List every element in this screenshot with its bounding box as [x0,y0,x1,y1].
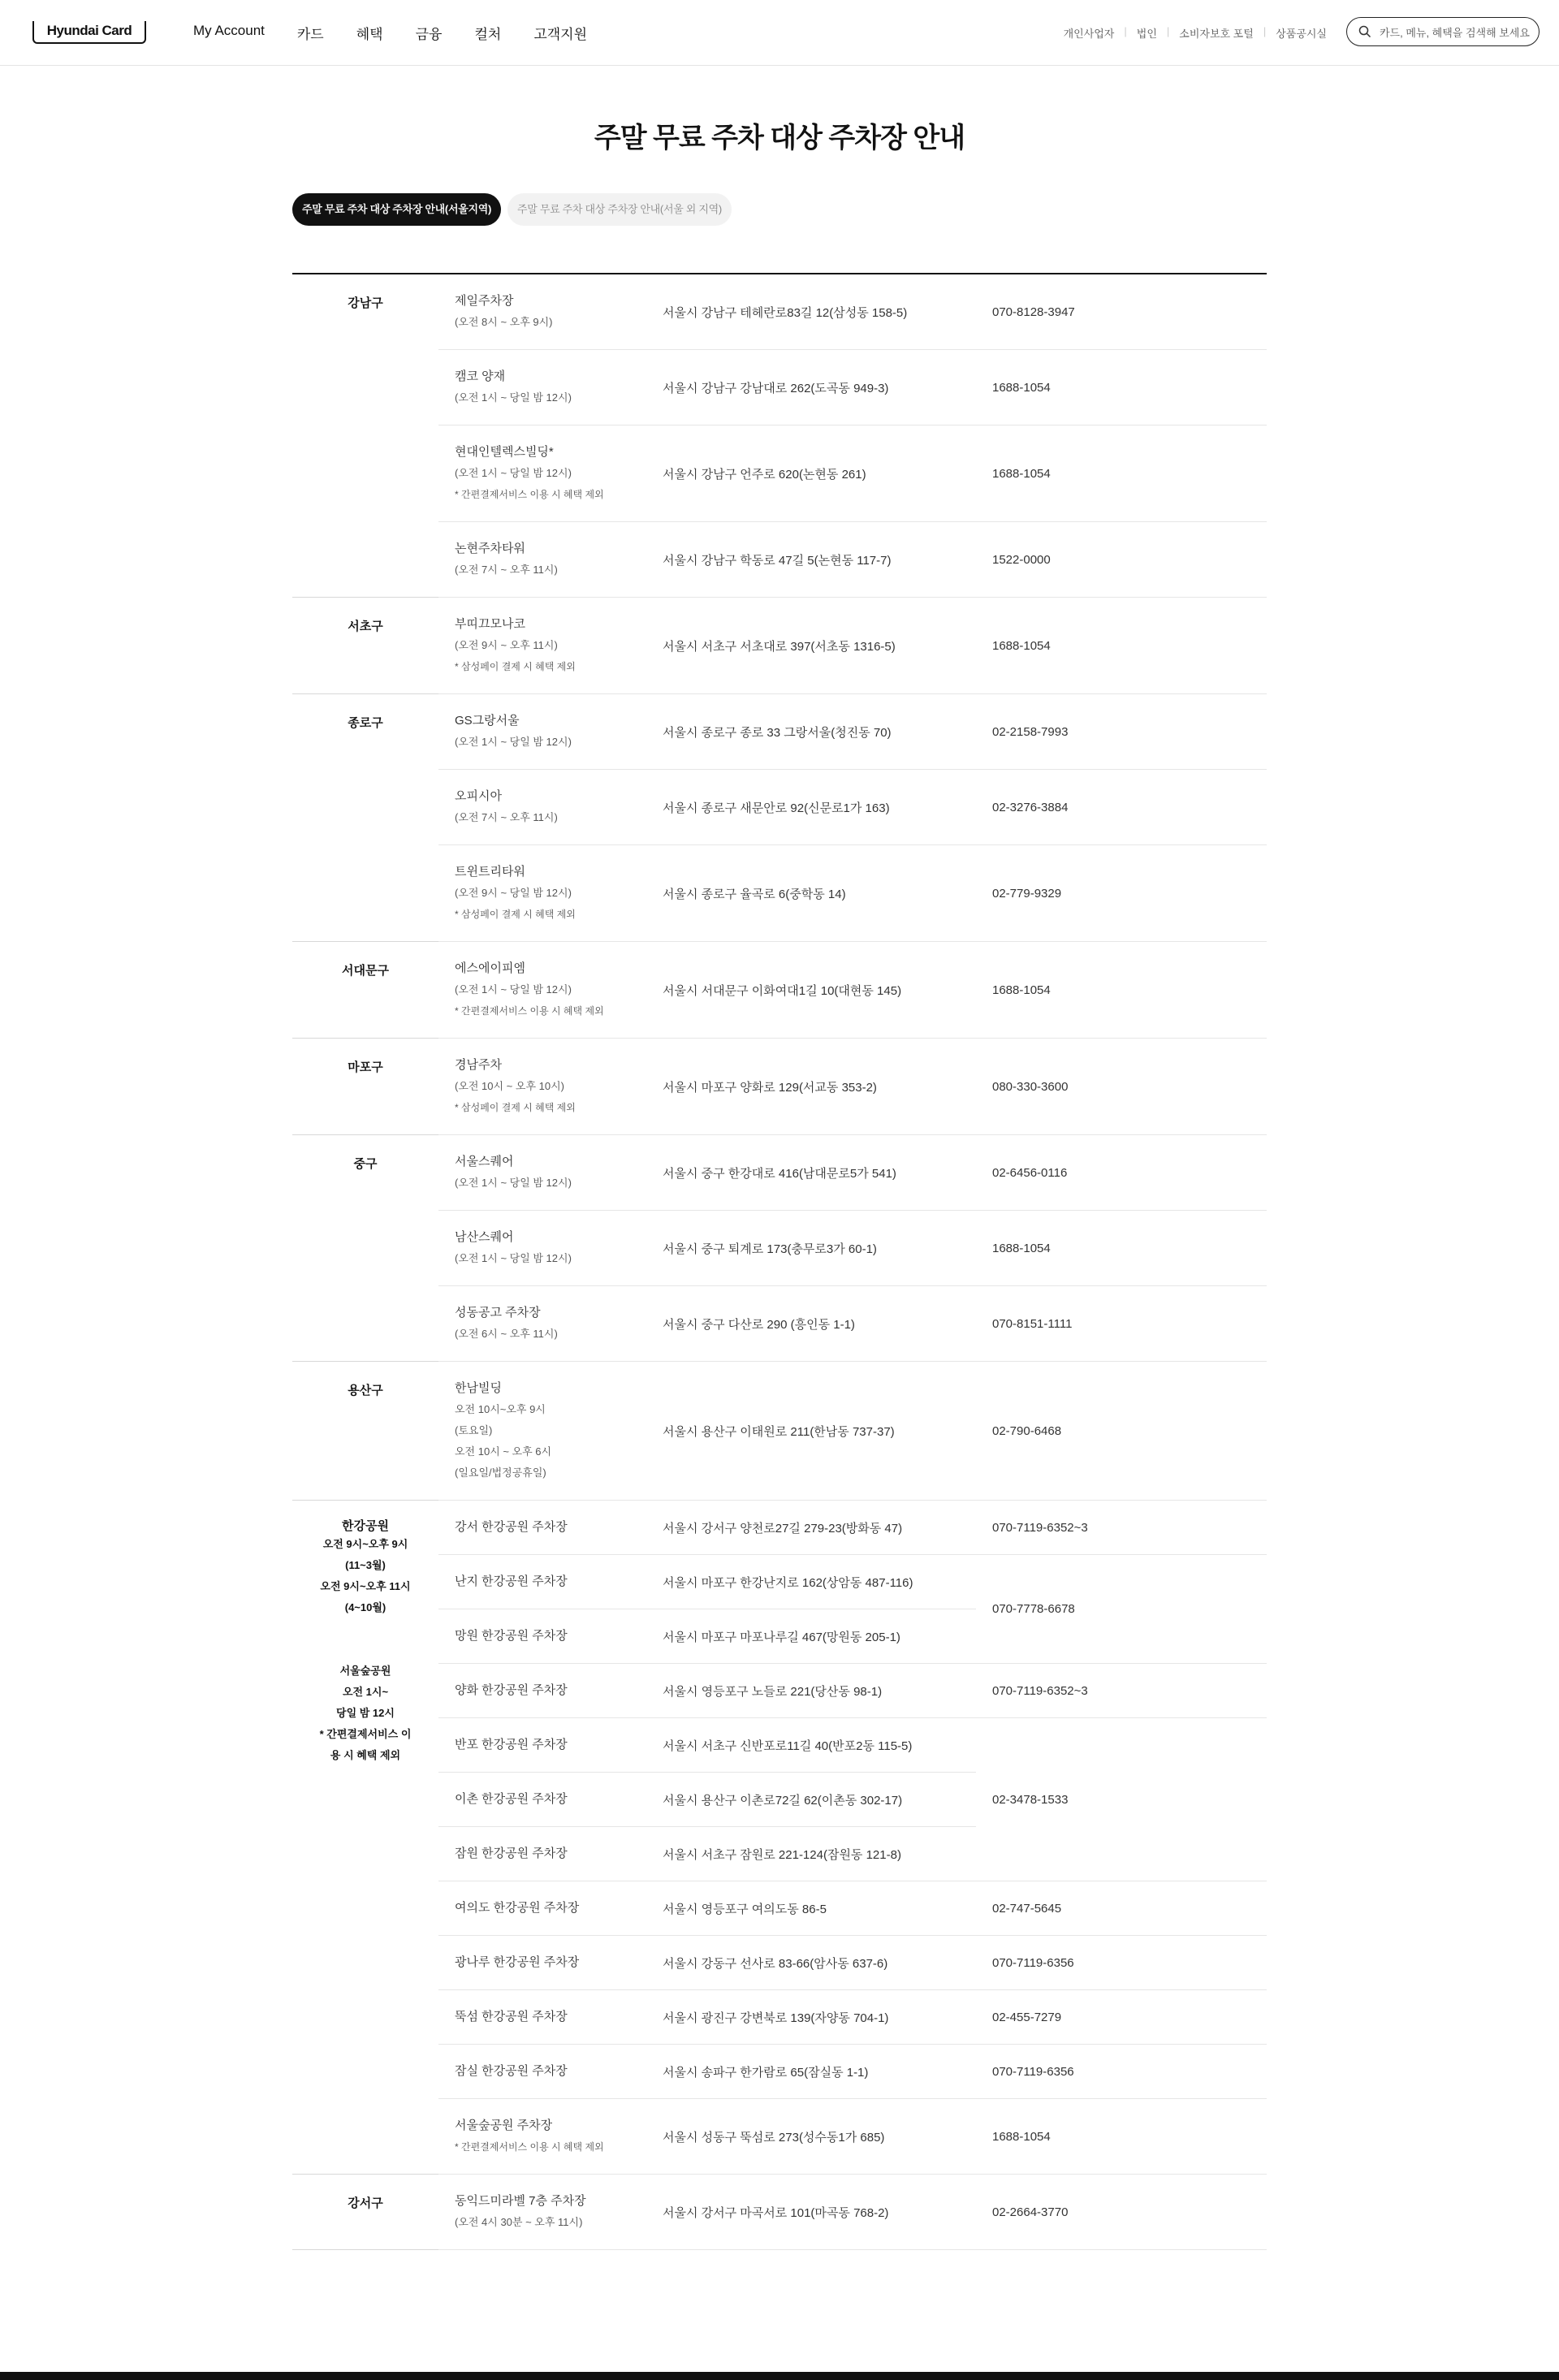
lot-note: * 간편결제서비스 이용 시 혜택 제외 [455,489,604,500]
search-input[interactable] [1378,23,1535,42]
lot-cell [438,942,659,1039]
lot-name: 뚝섬 한강공원 주차장 [455,2010,568,2024]
region-hours: (11~3월) [345,1559,386,1571]
lot-name: 광나루 한강공원 주차장 [455,1955,580,1969]
lot-phone: 1688-1054 [976,2099,1267,2175]
lot-name: 잠원 한강공원 주차장 [455,1847,568,1860]
lot-cell [438,694,659,770]
lot-address: 서울시 강서구 양천로27길 279-23(방화동 47) [659,1501,976,1555]
lot-phone: 080-330-3600 [976,1039,1267,1135]
lot-hours: 오전 10시~오후 9시 [455,1403,546,1415]
lot-address: 서울시 영등포구 여의도동 86-5 [659,1881,976,1936]
lot-name: 현대인텔렉스빌딩* [455,445,554,459]
lot-phone: 1688-1054 [976,598,1267,694]
lot-cell [438,1936,659,1990]
lot-hours: (오전 4시 30분 ~ 오후 11시) [455,2216,583,2228]
lot-note: * 간편결제서비스 이용 시 혜택 제외 [455,2141,604,2153]
lot-name: 한남빌딩 [455,1381,502,1395]
lot-cell [438,1362,659,1501]
lot-cell [438,1718,659,1773]
lot-phone: 02-3276-3884 [976,770,1267,845]
lot-name: 동익드미라벨 7층 주차장 [455,2194,586,2208]
lot-name: 잠실 한강공원 주차장 [455,2064,568,2078]
region-cell: 강서구 [292,2175,438,2250]
lot-phone: 02-790-6468 [976,1362,1267,1501]
lot-cell [438,350,659,425]
lot-cell [438,1773,659,1827]
lot-cell [438,274,659,350]
lot-hours: (일요일/법정공휴일) [455,1466,546,1479]
lot-hours: (오전 7시 ~ 오후 11시) [455,564,558,576]
lot-note: * 삼성페이 결제 시 혜택 제외 [455,909,576,920]
lot-hours: (오전 10시 ~ 오후 10시) [455,1080,564,1092]
region-tabs [292,193,732,226]
lot-cell [438,522,659,598]
table-row [292,274,1267,350]
global-header [0,0,1559,66]
table-row [292,598,1267,694]
lot-phone: 1688-1054 [976,425,1267,522]
table-row [292,1286,1267,1362]
lot-address: 서울시 강서구 마곡서로 101(마곡동 768-2) [659,2175,976,2250]
region-hours: 오전 9시~오후 9시 [322,1538,408,1550]
lot-hours: (오전 6시 ~ 오후 11시) [455,1328,558,1340]
lot-cell [438,1211,659,1286]
lot-name: 여의도 한강공원 주차장 [455,1901,580,1915]
tab-outside-seoul[interactable]: 주말 무료 주차 대상 주차장 안내(서울 외 지역) [507,193,732,226]
lot-address: 서울시 강남구 테헤란로83길 12(삼성동 158-5) [659,274,976,350]
util-divider: | [1263,25,1267,37]
lot-name: 반포 한강공원 주차장 [455,1738,568,1752]
lot-hours: (오전 1시 ~ 당일 밤 12시) [455,1177,572,1189]
lot-address: 서울시 용산구 이촌로72길 62(이촌동 302-17) [659,1773,976,1827]
lot-name: GS그랑서울 [455,714,520,728]
lot-phone: 1688-1054 [976,1211,1267,1286]
lot-phone: 1688-1054 [976,350,1267,425]
lot-phone: 1688-1054 [976,942,1267,1039]
nav-my-account[interactable]: My Account [193,23,265,38]
lot-name: 성동공고 주차장 [455,1306,541,1320]
lot-phone: 070-7119-6352~3 [976,1664,1267,1718]
lot-note: * 삼성페이 결제 시 혜택 제외 [455,1102,576,1113]
lot-cell [438,1990,659,2045]
nav-card[interactable]: 카드 [296,27,324,42]
lot-cell [438,1501,659,1555]
lot-address: 서울시 송파구 한가람로 65(잠실동 1-1) [659,2045,976,2099]
lot-name: 강서 한강공원 주차장 [455,1520,568,1534]
lot-note: * 간편결제서비스 이용 시 혜택 제외 [455,1005,604,1017]
lot-name: 오피시아 [455,789,502,803]
lot-hours: (오전 8시 ~ 오후 9시) [455,316,553,328]
lot-name: 트윈트리타워 [455,865,525,879]
region-note-line: 용 시 혜택 제외 [330,1749,401,1761]
lot-name: 남산스퀘어 [455,1230,514,1244]
table-row [292,522,1267,598]
util-divider: | [1166,25,1170,37]
lot-name: 캠코 양재 [455,369,506,383]
nav-benefit[interactable]: 혜택 [356,27,383,42]
table-row [292,425,1267,522]
table-row [292,1555,1267,1609]
lot-name: 양화 한강공원 주차장 [455,1683,568,1697]
table-row [292,1664,1267,1718]
lot-cell [438,1609,659,1664]
utility-links [1064,25,1327,41]
lot-cell [438,598,659,694]
lot-address: 서울시 종로구 새문안로 92(신문로1가 163) [659,770,976,845]
lot-hours: (토요일) [455,1424,493,1436]
main-nav [193,23,587,43]
region-note-line: 당일 밤 12시 [336,1707,395,1719]
lot-address: 서울시 서초구 잠원로 221-124(잠원동 121-8) [659,1827,976,1881]
lot-cell [438,1827,659,1881]
lot-cell [438,2099,659,2175]
lot-name: 난지 한강공원 주차장 [455,1574,568,1588]
nav-culture[interactable]: 컬처 [474,27,502,42]
lot-address: 서울시 성동구 뚝섬로 273(성수동1가 685) [659,2099,976,2175]
region-note-line: 오전 1시~ [342,1686,389,1698]
region-hours: (4~10월) [344,1601,387,1613]
table-row [292,2175,1267,2250]
lot-cell [438,425,659,522]
util-product-disclosure[interactable]: 상품공시실 [1276,28,1327,40]
region-cell [292,1501,438,2175]
region-cell: 서대문구 [292,942,438,1039]
lot-cell [438,1664,659,1718]
lot-hours: 오전 10시 ~ 오후 6시 [455,1445,552,1458]
lot-address: 서울시 서초구 서초대로 397(서초동 1316-5) [659,598,976,694]
region-note [292,1661,438,1766]
lot-hours: (오전 1시 ~ 당일 밤 12시) [455,736,572,748]
lot-hours: (오전 1시 ~ 당일 밤 12시) [455,983,572,996]
lot-name: 논현주차타워 [455,542,525,555]
lot-cell [438,2045,659,2099]
table-row [292,1039,1267,1135]
lot-address: 서울시 강남구 학동로 47길 5(논현동 117-7) [659,522,976,598]
region-hours: 오전 9시~오후 11시 [320,1580,411,1592]
hyundai-card-logo[interactable] [32,21,146,44]
lot-name: 제일주차장 [455,294,514,308]
lot-phone: 070-8151-1111 [976,1286,1267,1362]
tab-seoul[interactable]: 주말 무료 주차 대상 주차장 안내(서울지역) [292,193,501,226]
table-row [292,942,1267,1039]
lot-cell [438,1039,659,1135]
region-cell: 서초구 [292,598,438,694]
table-row [292,1501,1267,1555]
lot-address: 서울시 중구 다산로 290 (흥인동 1-1) [659,1286,976,1362]
region-cell: 종로구 [292,694,438,942]
lot-cell [438,845,659,942]
lot-address: 서울시 마포구 양화로 129(서교동 353-2) [659,1039,976,1135]
region-cell: 마포구 [292,1039,438,1135]
lot-hours: (오전 1시 ~ 당일 밤 12시) [455,391,572,404]
lot-phone: 070-7119-6352~3 [976,1501,1267,1555]
region-note-line: * 간편결제서비스 이 [319,1728,412,1740]
region-cell: 강남구 [292,274,438,598]
lot-address: 서울시 중구 퇴계로 173(충무로3가 60-1) [659,1211,976,1286]
lot-phone: 1522-0000 [976,522,1267,598]
lot-name: 에스에이피엠 [455,961,525,975]
lot-phone: 02-2664-3770 [976,2175,1267,2250]
util-sole-proprietor[interactable]: 개인사업자 [1063,28,1115,40]
table-row [292,1718,1267,1773]
table-row [292,1211,1267,1286]
table-row [292,845,1267,942]
lot-phone: 070-7119-6356 [976,2045,1267,2099]
lot-address: 서울시 서대문구 이화여대1길 10(대현동 145) [659,942,976,1039]
table-row [292,1362,1267,1501]
region-cell: 용산구 [292,1362,438,1501]
lot-address: 서울시 광진구 강변북로 139(자양동 704-1) [659,1990,976,2045]
lot-cell [438,1555,659,1609]
lot-address: 서울시 서초구 신반포로11길 40(반포2동 115-5) [659,1718,976,1773]
lot-note: * 삼성페이 결제 시 혜택 제외 [455,661,576,672]
lot-address: 서울시 마포구 한강난지로 162(상암동 487-116) [659,1555,976,1609]
lot-hours: (오전 1시 ~ 당일 밤 12시) [455,467,572,479]
lot-address: 서울시 종로구 종로 33 그랑서울(청진동 70) [659,694,976,770]
lot-phone: 070-8128-3947 [976,274,1267,350]
lot-address: 서울시 강남구 강남대로 262(도곡동 949-3) [659,350,976,425]
lot-phone: 02-455-7279 [976,1990,1267,2045]
table-row [292,1881,1267,1936]
lot-phone: 070-7119-6356 [976,1936,1267,1990]
lot-cell [438,1286,659,1362]
nav-finance[interactable]: 금융 [415,27,443,42]
lot-address: 서울시 마포구 마포나루길 467(망원동 205-1) [659,1609,976,1664]
lot-phone: 02-6456-0116 [976,1135,1267,1211]
logo-text: Hyundai Card [46,23,132,38]
search-box[interactable] [1346,17,1540,46]
search-icon [1358,25,1371,38]
lot-address: 서울시 강남구 언주로 620(논현동 261) [659,425,976,522]
lot-name: 이촌 한강공원 주차장 [455,1792,568,1806]
lot-cell [438,1135,659,1211]
table-row [292,694,1267,770]
footer-bar [0,2372,1559,2380]
lot-hours: (오전 9시 ~ 당일 밤 12시) [455,887,572,899]
region-cell: 중구 [292,1135,438,1362]
lot-name: 부띠끄모나코 [455,617,525,631]
util-consumer-portal[interactable]: 소비자보호 포털 [1179,28,1254,40]
lot-name: 서울숲공원 주차장 [455,2119,553,2132]
lot-name: 망원 한강공원 주차장 [455,1629,568,1643]
lot-phone: 02-3478-1533 [976,1718,1267,1881]
lot-phone: 02-747-5645 [976,1881,1267,1936]
nav-customer-support[interactable]: 고객지원 [533,27,588,42]
region-note-line: 서울숲공원 [339,1665,391,1677]
lot-address: 서울시 용산구 이태원로 211(한남동 737-37) [659,1362,976,1501]
util-divider: | [1124,25,1127,37]
table-row [292,1990,1267,2045]
region-name: 한강공원 [342,1519,389,1533]
parking-lot-table [292,273,1267,2250]
lot-address: 서울시 영등포구 노들로 221(당산동 98-1) [659,1664,976,1718]
table-row [292,1936,1267,1990]
util-corporate[interactable]: 법인 [1136,28,1157,40]
lot-address: 서울시 중구 한강대로 416(남대문로5가 541) [659,1135,976,1211]
table-row [292,350,1267,425]
lot-cell [438,1881,659,1936]
lot-phone: 02-779-9329 [976,845,1267,942]
lot-cell [438,2175,659,2250]
lot-name: 경남주차 [455,1058,502,1072]
lot-hours: (오전 1시 ~ 당일 밤 12시) [455,1252,572,1264]
lot-address: 서울시 강동구 선사로 83-66(암사동 637-6) [659,1936,976,1990]
table-row [292,1135,1267,1211]
page-title: 주말 무료 주차 대상 주차장 안내 [594,123,965,153]
lot-hours: (오전 9시 ~ 오후 11시) [455,639,558,651]
lot-address: 서울시 종로구 율곡로 6(중학동 14) [659,845,976,942]
lot-name: 서울스퀘어 [455,1155,514,1168]
lot-phone: 02-2158-7993 [976,694,1267,770]
lot-cell [438,770,659,845]
table-row [292,770,1267,845]
table-row [292,2099,1267,2175]
lot-hours: (오전 7시 ~ 오후 11시) [455,811,558,823]
lot-phone: 070-7778-6678 [976,1555,1267,1664]
table-row [292,2045,1267,2099]
